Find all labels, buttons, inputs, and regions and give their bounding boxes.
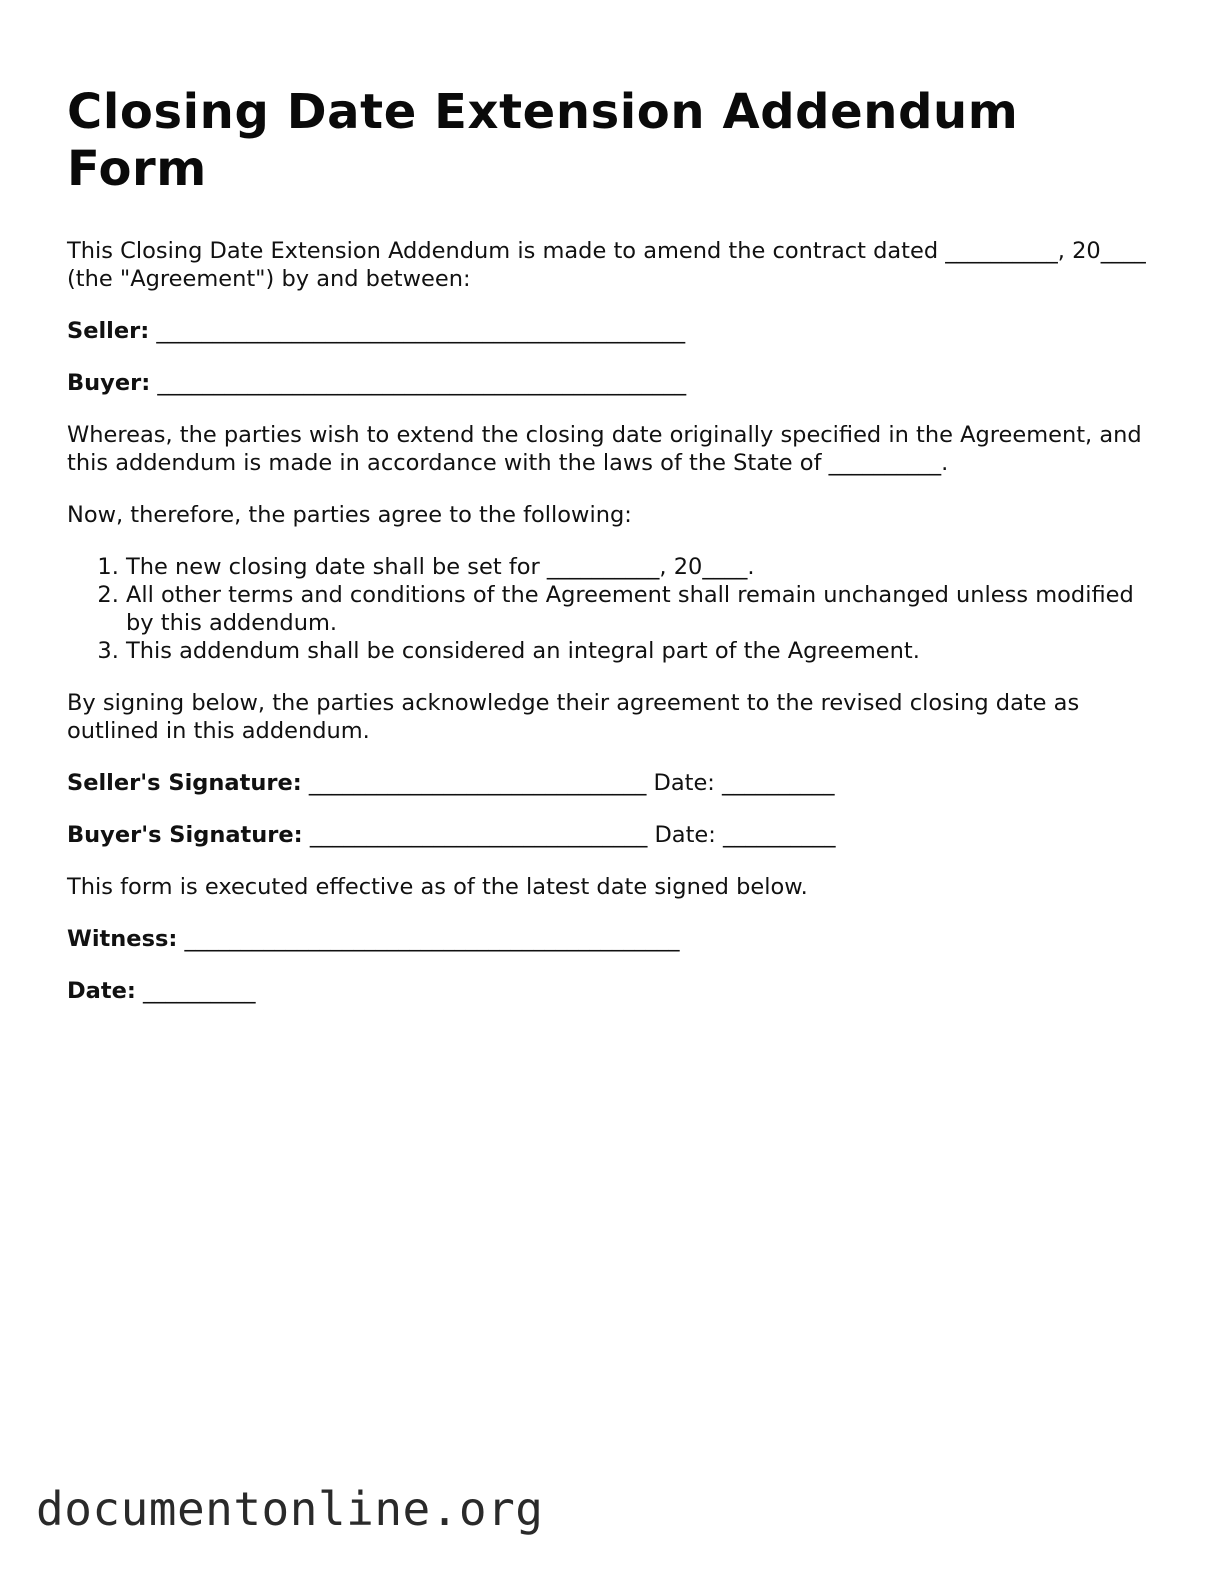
seller-label: Seller: xyxy=(67,318,150,344)
witness-label: Witness: xyxy=(67,926,178,952)
executed-paragraph: This form is executed effective as of the latest date signed below. xyxy=(67,874,808,900)
term-item: 2. All other terms and conditions of the Agreement shall remain unchanged unless modified by this addendum. xyxy=(126,581,1157,637)
now-therefore-paragraph: Now, therefore, the parties agree to the following: xyxy=(67,502,632,528)
term-item: 3. This addendum shall be considered an integral part of the Agreement. xyxy=(126,637,1157,665)
buyer-signature-date-blank: __________ xyxy=(723,822,836,848)
intro-paragraph: This Closing Date Extension Addendum is made to amend the contract dated __________, 20____ (the "Agreement") by and between: xyxy=(67,238,1146,292)
whereas-paragraph: Whereas, the parties wish to extend the closing date originally specified in the Agreement, and this addendum is made in accordance with the laws of the State of __________. xyxy=(67,422,1142,476)
buyer-label: Buyer: xyxy=(67,370,151,396)
witness-blank: ____________________________________________ xyxy=(184,926,680,952)
term-item: 1. The new closing date shall be set for __________, 20____. xyxy=(126,553,1157,581)
seller-signature-label: Seller's Signature: xyxy=(67,770,302,796)
seller-line xyxy=(67,317,1157,345)
buyer-signature-label: Buyer's Signature: xyxy=(67,822,303,848)
witness-line xyxy=(67,925,1157,953)
buyer-blank: _______________________________________________ xyxy=(157,370,687,396)
seller-signature-date-label: Date: xyxy=(653,770,715,796)
buyer-signature-date-label: Date: xyxy=(654,822,716,848)
seller-signature-blank: ______________________________ xyxy=(308,770,647,796)
buyer-signature-blank: ______________________________ xyxy=(309,822,648,848)
seller-signature-line xyxy=(67,769,1157,797)
buyer-line xyxy=(67,369,1157,397)
seller-signature-date-blank: __________ xyxy=(722,770,835,796)
by-signing-paragraph: By signing below, the parties acknowledge their agreement to the revised closing date as outlined in this addendum. xyxy=(67,690,1080,744)
document-page xyxy=(67,84,1157,1005)
date-line xyxy=(67,977,1157,1005)
date-blank: __________ xyxy=(143,978,256,1004)
buyer-signature-line xyxy=(67,821,1157,849)
document-title: Closing Date Extension Addendum Form xyxy=(67,84,1019,197)
seller-blank: _______________________________________________ xyxy=(156,318,686,344)
watermark: documentonline.org xyxy=(36,1482,544,1536)
terms-list xyxy=(67,553,1157,665)
date-label: Date: xyxy=(67,978,136,1004)
